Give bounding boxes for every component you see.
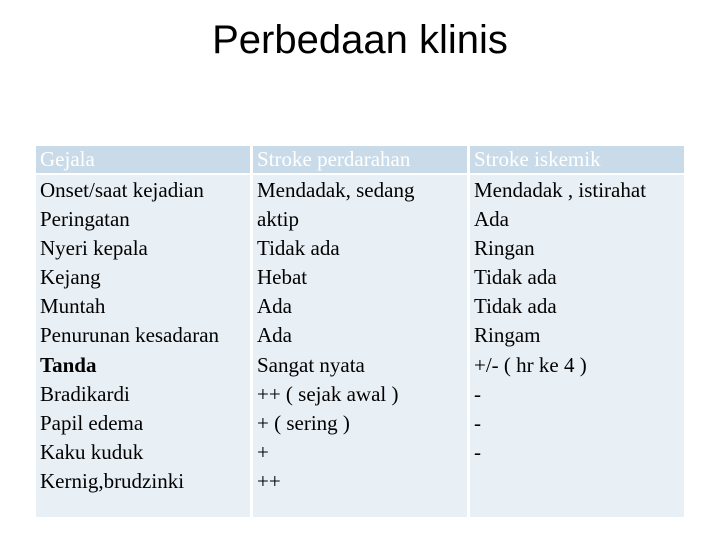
perdarahan-item: ++ ( sejak awal ) xyxy=(257,381,399,406)
header-gejala: Gejala xyxy=(36,146,250,173)
iskemik-item: Tidak ada xyxy=(474,265,557,290)
perdarahan-item: Sangat nyata xyxy=(257,352,365,377)
header-stroke-perdarahan: Stroke perdarahan xyxy=(253,146,467,173)
column-stroke-iskemik xyxy=(470,175,684,517)
iskemik-item: - xyxy=(474,381,481,406)
gejala-item: Kejang xyxy=(40,265,101,290)
gejala-item: Onset/saat kejadian xyxy=(40,178,204,202)
gejala-item: Penurunan kesadaran xyxy=(40,323,220,348)
gejala-item: Nyeri kepala xyxy=(40,236,148,261)
tanda-subheading: Tanda xyxy=(40,352,97,377)
column-gejala xyxy=(36,175,250,517)
gejala-item: Peringatan xyxy=(40,207,130,232)
iskemik-item: Ringam xyxy=(474,323,541,348)
iskemik-item: +/- ( hr ke 4 ) xyxy=(474,352,587,377)
gejala-item: Muntah xyxy=(40,294,106,319)
perdarahan-item: ++ xyxy=(257,468,281,493)
slide-title: Perbedaan klinis xyxy=(212,18,508,62)
gejala-item: Kernig,brudzinki xyxy=(40,468,185,493)
gejala-item: Papil edema xyxy=(40,410,144,435)
perdarahan-item: Hebat xyxy=(257,265,308,290)
gejala-item: Kaku kuduk xyxy=(40,439,144,464)
perdarahan-item: + ( sering ) xyxy=(257,410,350,435)
iskemik-item: Ada xyxy=(474,207,509,232)
perdarahan-item: Tidak ada xyxy=(257,236,340,261)
perdarahan-item: aktip xyxy=(257,207,299,232)
iskemik-item: Mendadak , istirahat xyxy=(474,178,647,202)
iskemik-item: - xyxy=(474,410,481,435)
perdarahan-item: Ada xyxy=(257,323,292,348)
iskemik-item: Ringan xyxy=(474,236,535,261)
perdarahan-item: + xyxy=(257,439,269,464)
perdarahan-item: Ada xyxy=(257,294,292,319)
column-stroke-perdarahan xyxy=(253,175,467,517)
gejala-item: Bradikardi xyxy=(40,381,130,406)
iskemik-item: - xyxy=(474,439,481,464)
comparison-table xyxy=(36,146,684,515)
header-stroke-iskemik: Stroke iskemik xyxy=(470,146,684,173)
perdarahan-item: Mendadak, sedang xyxy=(257,178,415,202)
iskemik-item: Tidak ada xyxy=(474,294,557,319)
